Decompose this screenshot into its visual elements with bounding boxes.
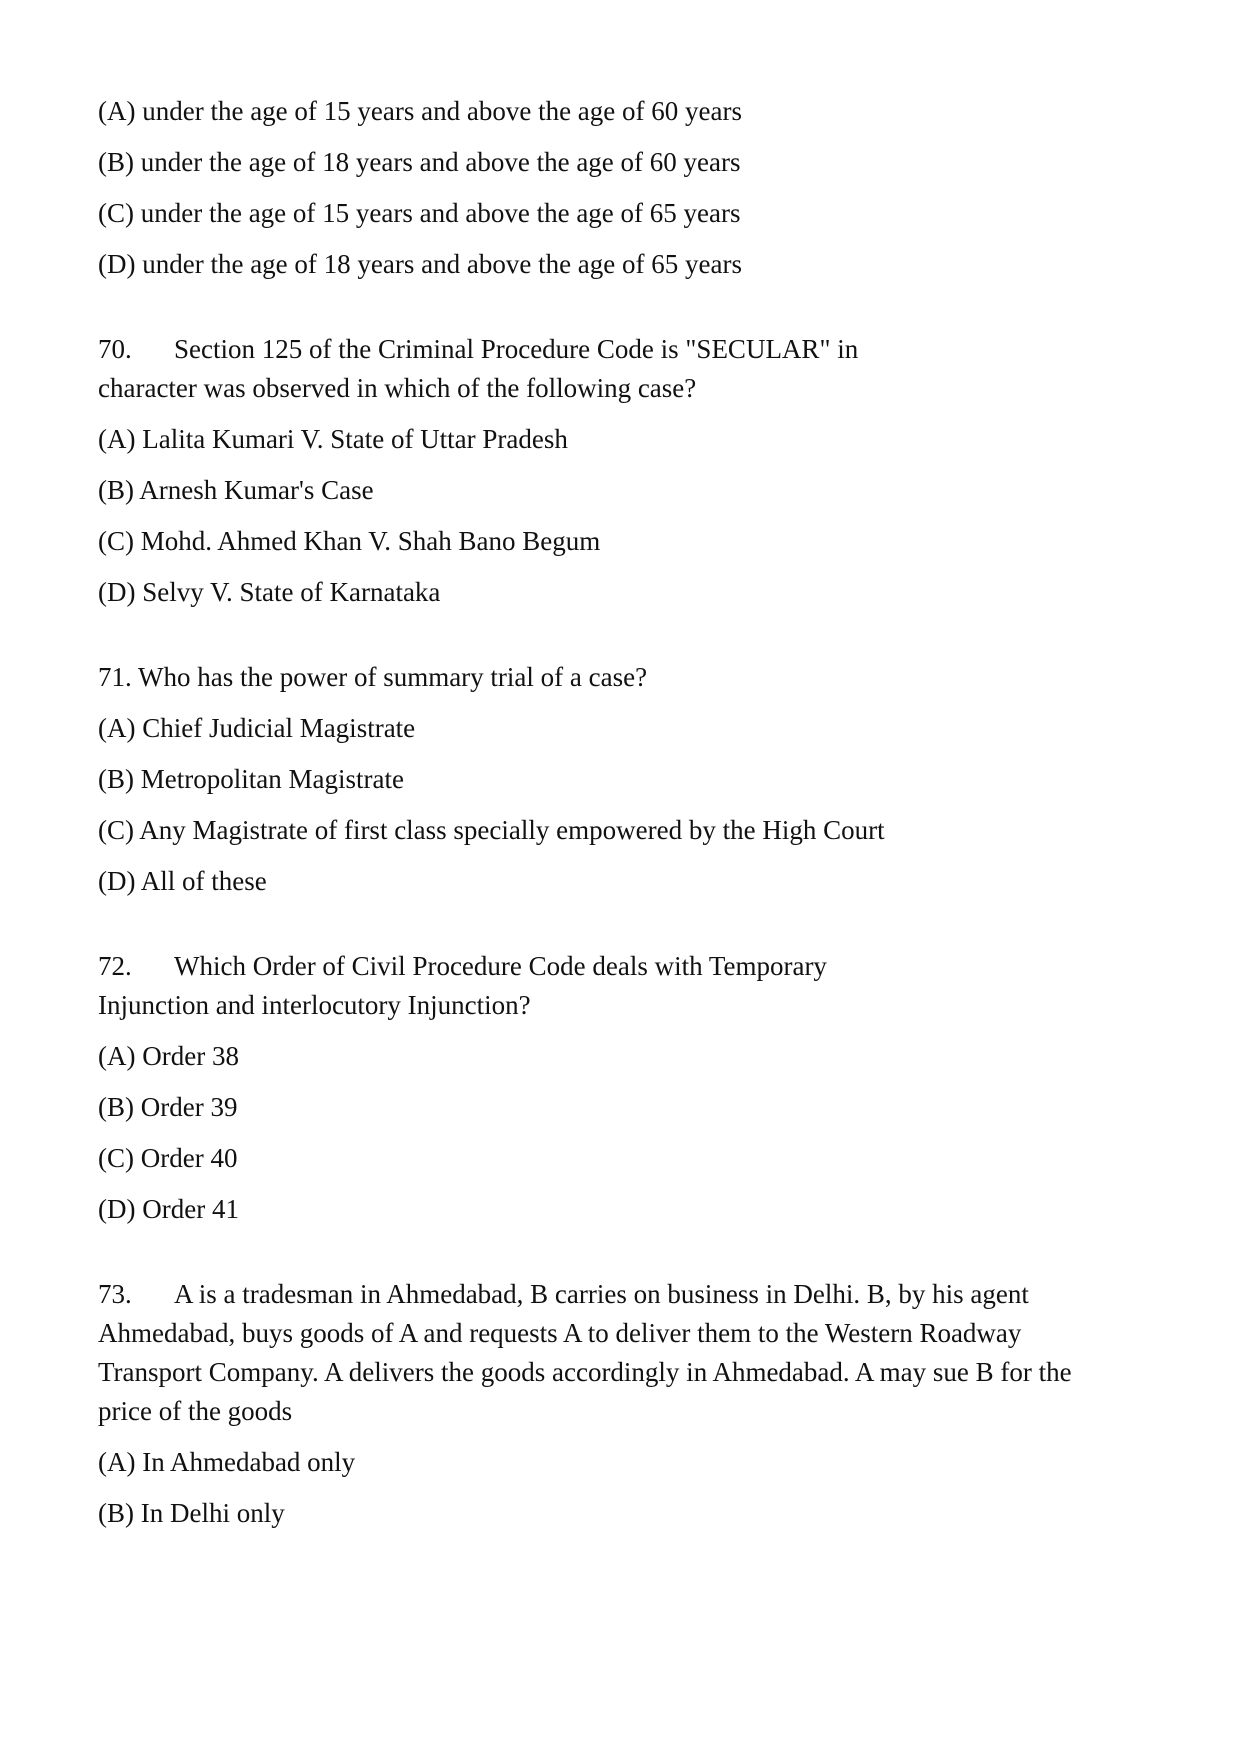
document-page (98, 92, 1148, 1545)
option-a: (A) Lalita Kumari V. State of Uttar Pradesh (98, 424, 568, 454)
question-number: 71. (98, 662, 132, 692)
question-text: Who has the power of summary trial of a case? (138, 662, 648, 692)
option-b: (B) Metropolitan Magistrate (98, 764, 404, 794)
option-a: (A) Chief Judicial Magistrate (98, 713, 416, 743)
question-text: A is a tradesman in Ahmedabad, B carries on business in Delhi. B, by his agent Ahmedabad, buys goods of A and requests A to deliver them to the Western Roadway Transport Company. A delivers the goods accordingly in Ahmedabad. A may sue B for the price of the goods (98, 1279, 1072, 1426)
question-number: 70. (98, 334, 132, 364)
question-70 (98, 330, 938, 612)
question-text: Which Order of Civil Procedure Code deals with Temporary Injunction and interlocutory Injunction? (98, 951, 827, 1020)
option-b: (B) under the age of 18 years and above the age of 60 years (98, 147, 741, 177)
question-69-options (98, 92, 1148, 284)
question-number: 72. (98, 951, 132, 981)
question-73 (98, 1275, 1128, 1533)
option-d: (D) All of these (98, 866, 267, 896)
option-b: (B) In Delhi only (98, 1498, 285, 1528)
option-a: (A) Order 38 (98, 1041, 239, 1071)
option-b: (B) Arnesh Kumar's Case (98, 475, 374, 505)
option-d: (D) under the age of 18 years and above the age of 65 years (98, 249, 742, 279)
question-71 (98, 658, 1148, 901)
option-b: (B) Order 39 (98, 1092, 238, 1122)
option-a: (A) under the age of 15 years and above the age of 60 years (98, 96, 742, 126)
option-c: (C) under the age of 15 years and above the age of 65 years (98, 198, 741, 228)
question-72 (98, 947, 938, 1229)
question-text: Section 125 of the Criminal Procedure Code is "SECULAR" in character was observed in which of the following case? (98, 334, 859, 403)
option-c: (C) Mohd. Ahmed Khan V. Shah Bano Begum (98, 526, 601, 556)
question-number: 73. (98, 1279, 132, 1309)
option-a: (A) In Ahmedabad only (98, 1447, 356, 1477)
option-d: (D) Order 41 (98, 1194, 239, 1224)
option-c: (C) Order 40 (98, 1143, 238, 1173)
option-d: (D) Selvy V. State of Karnataka (98, 577, 441, 607)
option-c: (C) Any Magistrate of first class specially empowered by the High Court (98, 815, 885, 845)
